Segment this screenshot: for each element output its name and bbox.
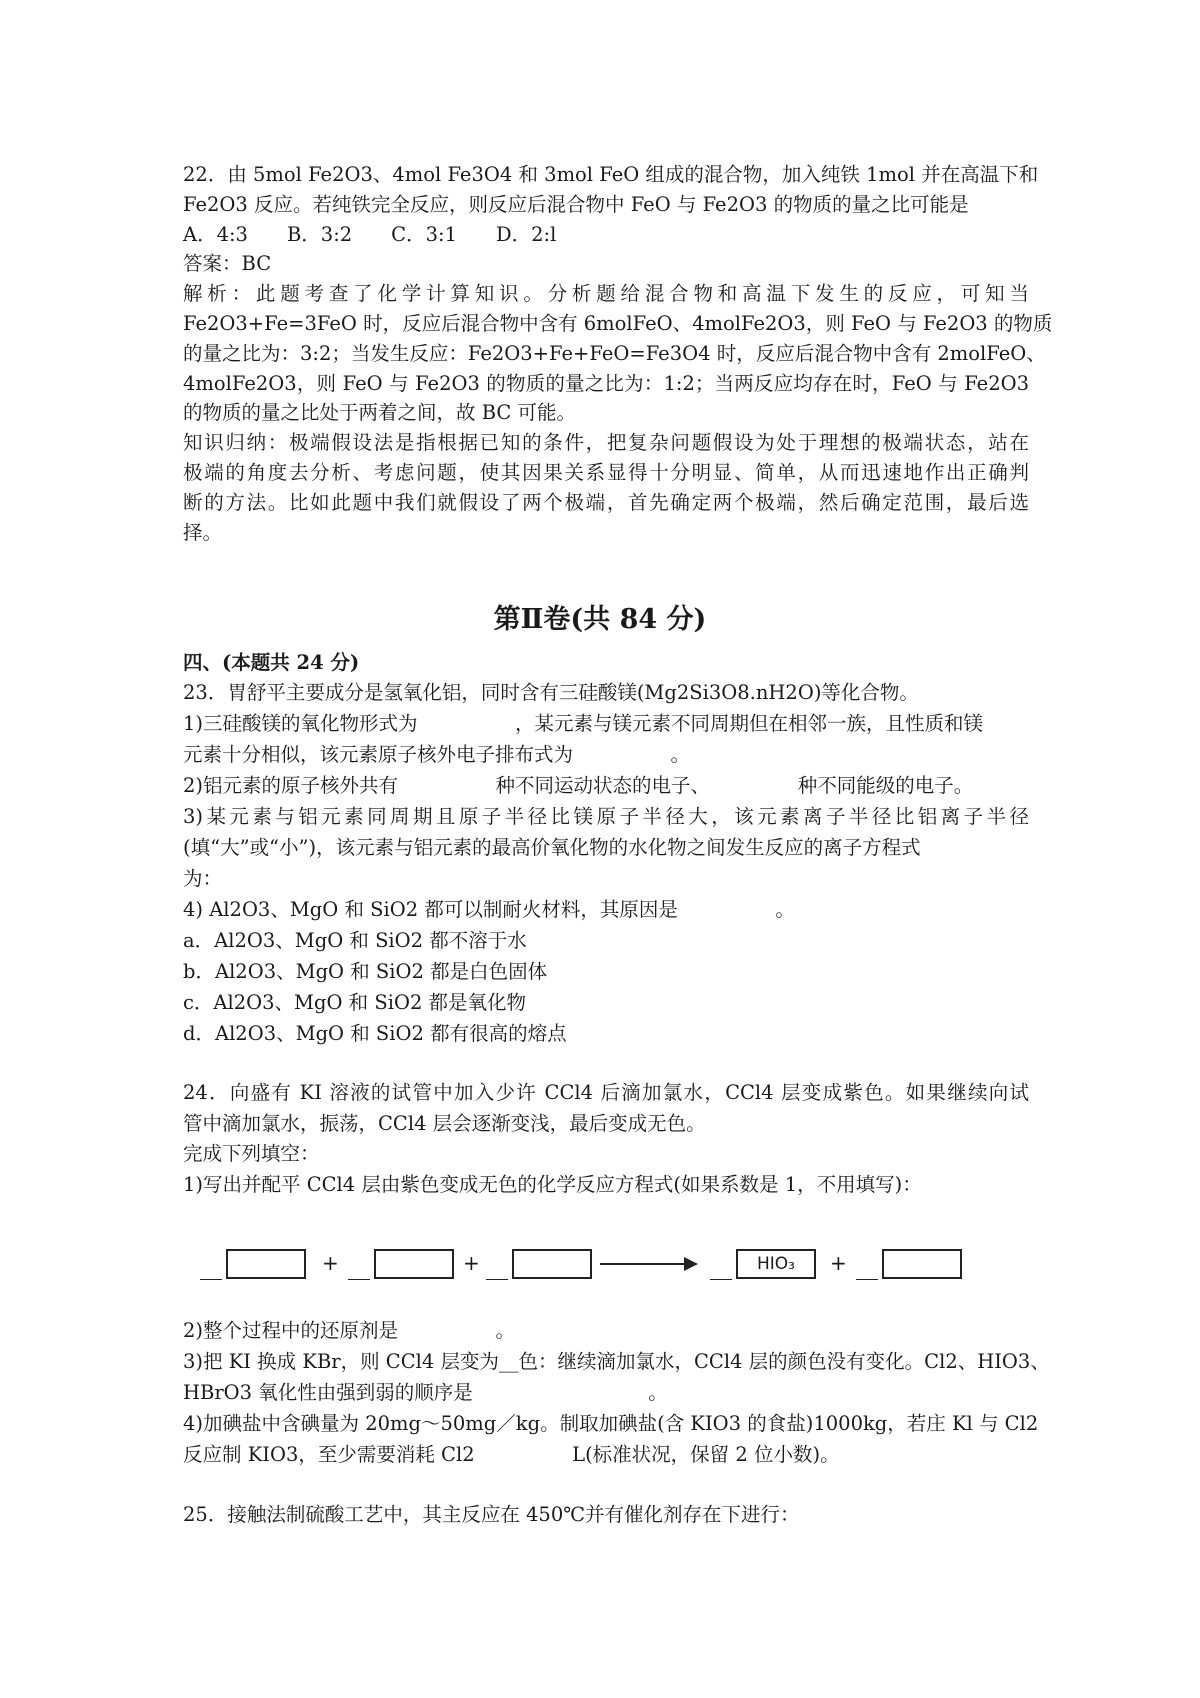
- coefficient-blank: [348, 1279, 370, 1280]
- coefficient-blank: [856, 1279, 878, 1280]
- reaction-arrow-head: [684, 1257, 698, 1271]
- q23-part1-line-1: 1)三硅酸镁的氧化物形式为 ，某元素与镁元素不同周期但在相邻一族，且性质和镁: [183, 712, 984, 735]
- q23-option-d: d．Al2O3、MgO 和 SiO2 都有很高的熔点: [183, 1022, 567, 1045]
- q24-part3-line-1: 3)把 KI 换成 KBr，则 CCl4 层变为__色：继续滴加氯水，CCl4 层的颜色没有变化。Cl2、HIO3、: [183, 1350, 1050, 1373]
- q23-part3-line-2: (填“大”或“小”)，该元素与铝元素的最高价氧化物的水化物之间发生反应的离子方程式: [183, 836, 921, 859]
- q24-part2: 2)整个过程中的还原剂是 。: [183, 1319, 516, 1342]
- q25-intro: 25．接触法制硫酸工艺中，其主反应在 450℃并有催化剂存在下进行：: [183, 1503, 800, 1526]
- q22-line-1: 22．由 5mol Fe2O3、4mol Fe3O4 和 3mol FeO 组成的混合物，加入纯铁 1mol 并在高温下和: [183, 163, 1039, 186]
- q24-fill-instruction: 完成下列填空：: [183, 1142, 320, 1165]
- reactant-box: [512, 1249, 592, 1279]
- q23-option-b: b．Al2O3、MgO 和 SiO2 都是白色固体: [183, 960, 548, 983]
- coefficient-blank: [486, 1279, 508, 1280]
- q24-part1: 1)写出并配平 CCl4 层由紫色变成无色的化学反应方程式(如果系数是 1，不用填写)：: [183, 1173, 922, 1196]
- q22-analysis-line: 4molFe2O3，则 FeO 与 Fe2O3 的物质的量之比为：1:2；当两反应均存在时，FeO 与 Fe2O3: [183, 372, 1029, 395]
- plus-sign: +: [463, 1251, 480, 1275]
- part4-heading: 四、(本题共 24 分): [183, 651, 360, 674]
- q22-options: A．4:3 B．3:2 C．3:1 D．2:l: [183, 223, 557, 246]
- q22-knowledge-line: 知识归纳：极端假设法是指根据已知的条件，把复杂问题假设为处于理想的极端状态，站在: [183, 431, 1029, 454]
- q24-intro-line-2: 管中滴加氯水，振荡，CCl4 层会逐渐变浅，最后变成无色。: [183, 1112, 706, 1135]
- coefficient-blank: [200, 1279, 222, 1280]
- plus-sign: +: [322, 1251, 339, 1275]
- q24-part4-line-1: 4)加碘盐中含碘量为 20mg～50mg／kg。制取加碘盐(含 KIO3 的食盐)1000kg，若庄 Kl 与 Cl2: [183, 1412, 1039, 1435]
- reactant-box: [374, 1249, 454, 1279]
- q23-part3-line-1: 3)某元素与铝元素同周期且原子半径比镁原子半径大，该元素离子半径比铝离子半径: [183, 805, 1029, 828]
- q23-part3-line-3: 为：: [183, 867, 223, 890]
- q23-part1-line-2: 元素十分相似，该元素原子核外电子排布式为 。: [183, 743, 691, 766]
- q22-knowledge-line: 择。: [183, 521, 223, 544]
- plus-sign: +: [830, 1251, 847, 1275]
- product-box: [882, 1249, 962, 1279]
- q23-option-a: a．Al2O3、MgO 和 SiO2 都不溶于水: [183, 929, 527, 952]
- q24-intro-line-1: 24．向盛有 KI 溶液的试管中加入少许 CCl4 后滴加氯水，CCl4 层变成紫色。如果继续向试: [183, 1081, 1029, 1104]
- q23-option-c: c．Al2O3、MgO 和 SiO2 都是氧化物: [183, 991, 527, 1014]
- q23-part4: 4) Al2O3、MgO 和 SiO2 都可以制耐火材料，其原因是 。: [183, 898, 795, 921]
- q22-analysis-line: 的物质的量之比处于两着之间，故 BC 可能。: [183, 401, 577, 424]
- q23-part2: 2)铝元素的原子核外共有 种不同运动状态的电子、 种不同能级的电子。: [183, 774, 974, 797]
- q24-part3-line-2: HBrO3 氧化性由强到弱的顺序是 。: [183, 1381, 668, 1404]
- q22-answer: 答案：BC: [183, 252, 272, 275]
- q22-line-2: Fe2O3 反应。若纯铁完全反应，则反应后混合物中 FeO 与 Fe2O3 的物质的量之比可能是: [183, 193, 969, 216]
- q22-knowledge-line: 断的方法。比如此题中我们就假设了两个极端，首先确定两个极端，然后确定范围，最后选: [183, 491, 1029, 514]
- q22-analysis-line: 的量之比为：3:2；当发生反应：Fe2O3+Fe+FeO=Fe3O4 时，反应后混合物中含有 2molFeO、: [183, 342, 1046, 365]
- product-box-hio3: HIO₃: [736, 1249, 816, 1279]
- reactant-box: [226, 1249, 306, 1279]
- q24-part4-line-2: 反应制 KIO3，至少需要消耗 Cl2 L(标准状况，保留 2 位小数)。: [183, 1443, 840, 1466]
- section-title: 第Ⅱ卷(共 84 分): [493, 604, 707, 635]
- reaction-arrow: [600, 1263, 686, 1265]
- q23-intro: 23．胃舒平主要成分是氢氧化铝，同时含有三硅酸镁(Mg2Si3O8.nH2O)等化合物。: [183, 681, 919, 704]
- balancing-equation: [200, 1245, 960, 1289]
- q22-analysis-line: Fe2O3+Fe=3FeO 时，反应后混合物中含有 6molFeO、4molFe2O3，则 FeO 与 Fe2O3 的物质: [183, 312, 1053, 335]
- q22-analysis-line: 解析：此题考查了化学计算知识。分析题给混合物和高温下发生的反应，可知当: [183, 282, 1029, 305]
- q22-knowledge-line: 极端的角度去分析、考虑问题，使其因果关系显得十分明显、简单，从而迅速地作出正确判: [183, 461, 1029, 484]
- coefficient-blank: [710, 1279, 732, 1280]
